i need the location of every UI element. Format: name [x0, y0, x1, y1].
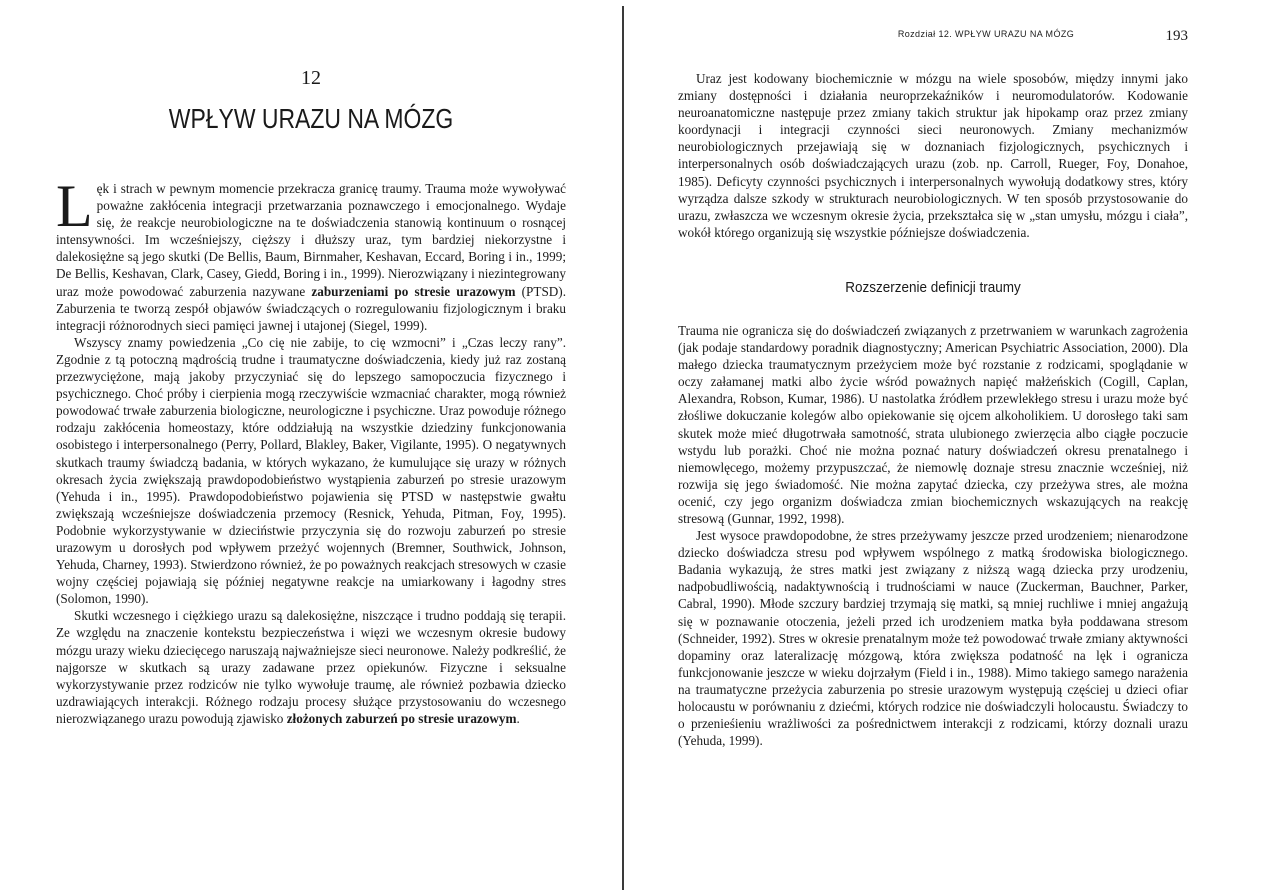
text-run: ęk i strach w pewnym momencie przekracza granicę traumy. Trauma może wywoływać poważne zakłócenia integracji przetwarzania poznawczego i emocjonalnego. Wydaje się, że reakcje neurobiologiczne na te doświadczenia stanowią kontinuum o rosnącej intensywności. Im wcześniejszy, cięższy i dłuższy uraz, tym bardziej niekorzystne i dalekosiężne są jego skutki (De Bellis, Baum, Birnmaher, Keshavan, Eccard, Boring i in., 1999; De Bellis, Keshavan, Clark, Casey, Giedd, Boring i in., 1999). Nierozwiązany i niezintegrowany uraz może powodować zaburzenia nazywane: [56, 181, 566, 299]
text-run: .: [516, 710, 520, 726]
drop-cap: L: [56, 173, 93, 239]
chapter-title: WPŁYW URAZU NA MÓZG: [168, 103, 454, 134]
section-paragraph: Trauma nie ogranicza się do doświadczeń związanych z przetrwaniem w warunkach zagrożenia (jak podaje standardowy poradnik diagnostyczny; American Psychiatric Association, 2000). Dla małego dziecka traumatycznym przeżyciem może być rozstanie z rodzicami, spoglądanie w oczy załamanej matki albo życie wśród poważnych napięć małżeńskich (Cogill, Caplan, Alexandra, Robson, Kumar, 1986). U nastolatka źródłem przewlekłego stresu i urazu może być złośliwe dokuczanie kolegów albo opiekowanie się ojcem alkoholikiem. U dorosłego taki sam skutek może mieć długotrwała samotność, strata ulubionego zwierzęcia albo ciągłe poczucie wstydu lub porażki. Choć nie można poznać natury doświadczeń okresu prenatalnego i niemowlęcego, możemy przypuszczać, że niemowlę doznaje stresu znacznie wcześniej, niż rozwija się jego świadomość. Nie można zapytać dziecka, czy przeżywa stres, ale można ocenić, czy jego organizm doświadcza zmian biochemicznych wskazujących na reakcję stresową (Gunnar, 1992, 1998).: [678, 322, 1188, 526]
bold-term: zaburzeniami po stresie urazowym: [311, 283, 516, 299]
left-text-column: [56, 173, 566, 727]
left-page: [0, 0, 622, 894]
text-run: Skutki wczesnego i ciężkiego urazu są dalekosiężne, niszczące i trudno poddają się terapii. Ze względu na znaczenie kontekstu bezpieczeństwa i więzi we wczesnym okresie budowy mózgu urazy wieku dziecięcego naruszają najważniejsze sieci neuronowe. Należy podkreślić, że najgorsze w skutkach są urazy zadawane przez opiekunów. Fizyczne i seksualne wykorzystywanie przez rodziców nie tylko wywołuje traumę, ale również pozbawia dziecko uzdrawiających interakcji. Różnego rodzaju procesy służące przystosowaniu do wczesnego nierozwiązanego urazu powodują zjawisko: [56, 608, 566, 726]
right-page: [626, 0, 1262, 894]
body-paragraph: [56, 607, 566, 727]
page-number: 193: [1165, 28, 1188, 44]
intro-paragraph: Uraz jest kodowany biochemicznie w mózgu na wiele sposobów, między innymi jako zmiany dostępności i działania neuroprzekaźników i neuromodulatorów. Kodowanie neuroanatomiczne następuje przez zmiany takich struktur jak hipokamp oraz przez zmiany koordynacji i integracji czynności sieci neuronowych. Zmiany mechanizmów neurobiologicznych przejawiają się w doznaniach fizjologicznych, psychicznych i interpersonalnych osób doświadczających urazu (zob. np. Carroll, Rueger, Foy, Donahoe, 1985). Deficyty czynności psychicznych i interpersonalnych wywołują dodatkowy stres, który wyrządza dalsze szkody w strukturach neurobiologicznych. W ten sposób przystosowanie do urazu, zwłaszcza we wczesnym okresie życia, przekształca się w „stan umysłu, mózgu i ciała”, wokół którego organizują się wszystkie późniejsze doświadczenia.: [678, 71, 1188, 240]
book-gutter-divider: [622, 6, 624, 890]
body-paragraph: [56, 334, 566, 608]
right-text-column: [678, 70, 1188, 749]
chapter-number: 12: [301, 67, 321, 89]
text-run: Wszyscy znamy powiedzenia „Co cię nie zabije, to cię wzmocni” i „Czas leczy rany”. Zgodnie z tą potoczną mądrością trudne i traumatyczne doświadczenia, kiedy już raz zostaną przezwyciężone, mają jakoby przyczyniać się do lepszego samopoczucia fizycznego i psychicznego. Choć próby i cierpienia mogą rzeczywiście wzmacniać charakter, mogą również powodować trwałe zaburzenia biologiczne, neurologiczne i psychiczne. Uraz powoduje różnego rodzaju zakłócenia homeostazy, które oddziałują na wszystkie dziedziny funkcjonowania osobistego i interpersonalnego (Perry, Pollard, Blakley, Baker, Vigilante, 1995). O negatywnych skutkach traumy świadczą badania, w których wykazano, że kumulujące się urazy w różnych okresach życia zwiększają prawdopodobieństwo wystąpienia zaburzeń po stresie urazowym (Yehuda i in., 1995). Prawdopodobieństwo pojawienia się PTSD w następstwie gwałtu zwiększają wcześniejsze doświadczenia przemocy (Resnick, Yehuda, Pitman, Foy, 1995). Podobnie wykorzystywanie w dzieciństwie przyczynia się do rozwoju zaburzeń po stresie urazowym u dorosłych pod wpływem przeżyć wojennych (Bremner, Southwick, Johnson, Yehuda, Charney, 1993). Stwierdzono również, że po poważnych reakcjach stresowych w czasie wojny częściej pojawiają się później negatywne reakcje na umiarkowany i łagodny stres (Solomon, 1990).: [56, 334, 566, 607]
bold-term: złożonych zaburzeń po stresie urazowym: [286, 710, 517, 726]
body-paragraph: [56, 173, 566, 334]
text-run: (PTSD). Zaburzenia te tworzą zespół objawów świadczących o rozregulowaniu fizjologicznym i braku integracji różnorodnych sieci pamięci jawnej i utajonej (Siegel, 1999).: [56, 283, 566, 333]
section-heading: Rozszerzenie definicji traumy: [845, 278, 1021, 296]
section-paragraph: Jest wysoce prawdopodobne, że stres przeżywamy jeszcze przed urodzeniem; nienarodzone dziecko doświadcza stresu pod wpływem wspólnego z matką środowiska biologicznego. Badania wykazują, że stres matki jest związany z niższą wagą dziecka przy urodzeniu, nadpobudliwością, nadaktywnością i trudnościami w nauce (Zuckerman, Bauchner, Parker, Cabral, 1990). Młode szczury bardziej trzymają się matki, są mniej ruchliwe i mniej angażują się w poznawanie otoczenia, jeżeli przed ich urodzeniem matka była poddawana stresom (Schneider, 1992). Stres w okresie prenatalnym może też powodować trwałe zmiany aktywności dopaminy oraz lateralizację mózgową, która zwiększa podatność na lęk i ogranicza funkcjonowanie jeszcze w wieku dojrzałym (Field i in., 1988). Mimo takiego samego narażenia na traumatyczne przeżycia zaburzenia po stresie urazowym występują częściej u dzieci ofiar holocaustu w porównaniu z dziećmi, których rodzice nie doświadczyli holocaustu. Świadczy to o przenieśieniu wrażliwości za pośrednictwem interakcji z rodzicami, którzy doznali urazu (Yehuda, 1999).: [678, 528, 1188, 749]
running-head: Rozdział 12. WPŁYW URAZU NA MÓZG: [897, 29, 1075, 39]
